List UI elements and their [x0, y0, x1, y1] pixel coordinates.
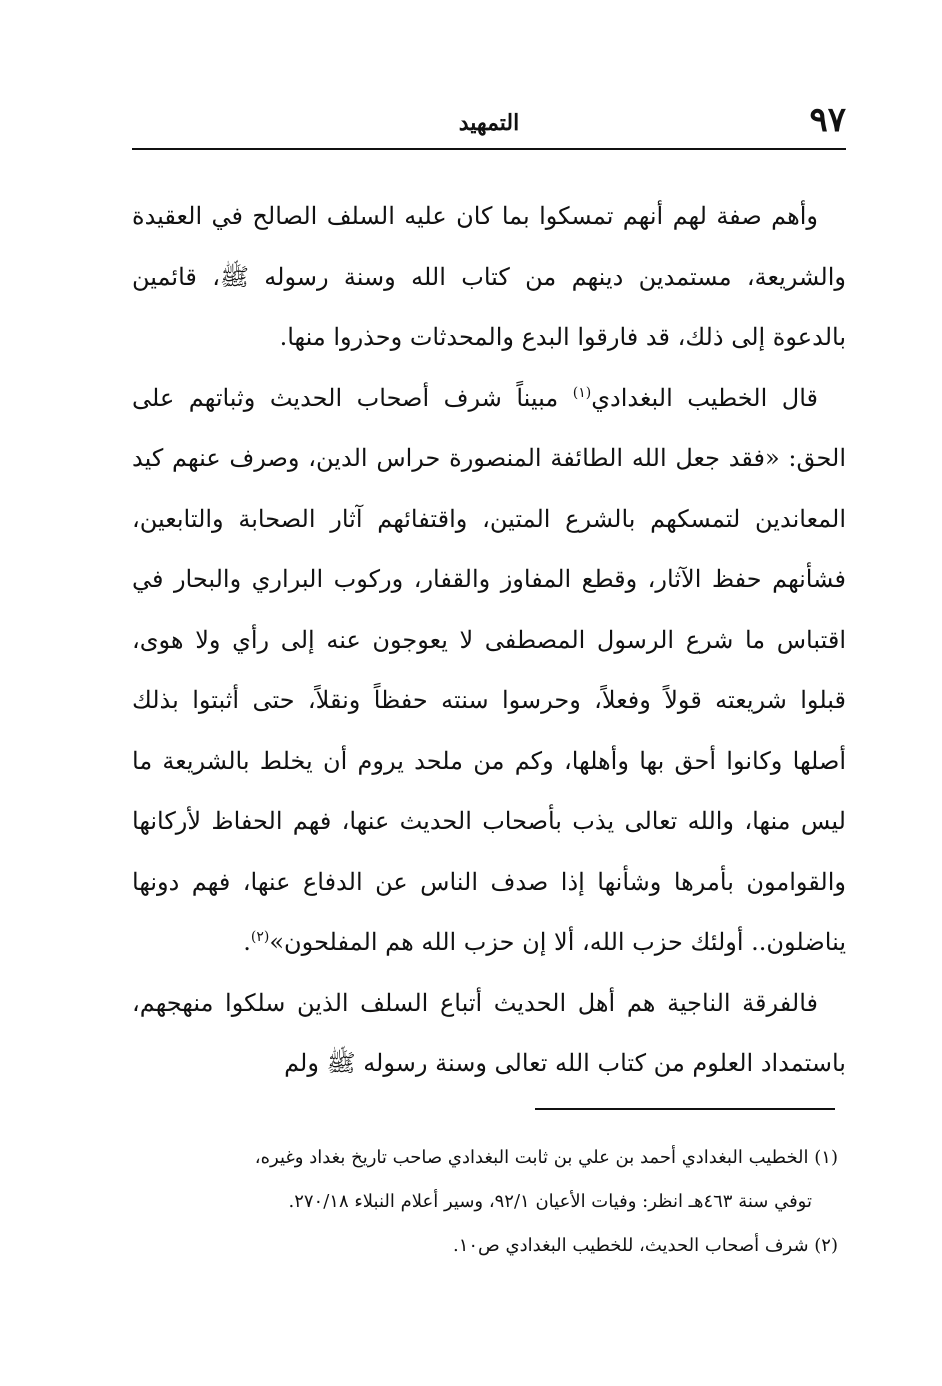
footnote-2: (٢) شرف أصحاب الحديث، للخطيب البغدادي ص١٠. [452, 1235, 838, 1256]
paragraph-2 [132, 368, 846, 973]
paragraph-2-quote: مبيناً شرف أصحاب الحديث وثباتهم على الحق: «فقد جعل الله الطائفة المنصورة حراس الدين، وصرف عنهم كيد المعاندين لتمسكهم بالشرع المتين، واقتفائهم آثار الصحابة والتابعين، فشأنهم حفظ الآثار، وقطع المفاوز والقفار، وركوب البراري والبحار في اقتباس ما شرع الرسول المصطفى لا يعوجون عنه إلى رأي ولا هوى، قبلوا شريعته قولاً وفعلاً، وحرسوا سنته حفظاً ونقلاً، حتى أثبتوا بذلك أصلها وكانوا أحق بها وأهلها، وكم من ملحد يروم أن يخلط بالشريعة ما ليس منها، والله تعالى يذب بأصحاب الحديث عنها، فهم الحفاظ لأركانها والقوامون بأمرها وشأنها إذا صدف الناس عن الدفاع عنها، فهم دونها يناضلون.. أولئك حزب الله، ألا إن حزب الله هم المفلحون» [132, 383, 846, 956]
paragraph-3: فالفرقة الناجية هم أهل الحديث أتباع السلف الذين سلكوا منهجهم، باستمداد العلوم من كتاب الله تعالى وسنة رسوله ﷺ ولم [132, 988, 846, 1077]
main-text [132, 186, 846, 1094]
paragraph-1: وأهم صفة لهم أنهم تمسكوا بما كان عليه السلف الصالح في العقيدة والشريعة، مستمدين دينهم من كتاب الله وسنة رسوله ﷺ، قائمين بالدعوة إلى ذلك، قد فارقوا البدع والمحدثات وحذروا منها. [132, 202, 846, 351]
running-title: التمهيد [458, 110, 520, 136]
footnote-separator [535, 1108, 835, 1110]
footnote-ref-2[interactable]: (٢) [250, 929, 270, 945]
page-header [132, 96, 846, 148]
paragraph-2-end: . [243, 928, 251, 956]
footnote-1-line-1: (١) الخطيب البغدادي أحمد بن علي بن ثابت البغدادي صاحب تاريخ بغداد وغيره، [254, 1147, 838, 1168]
footnote-ref-1[interactable]: (١) [572, 384, 592, 401]
footnote-1-line-2: توفي سنة ٤٦٣هـ انظر: وفيات الأعيان ٩٢/١، وسير أعلام النبلاء ٢٧٠/١٨. [288, 1191, 812, 1212]
page-number: ٩٧ [809, 100, 846, 140]
header-rule [132, 148, 846, 150]
paragraph-2-start: قال الخطيب البغدادي [591, 383, 818, 412]
footnotes [132, 1136, 838, 1268]
